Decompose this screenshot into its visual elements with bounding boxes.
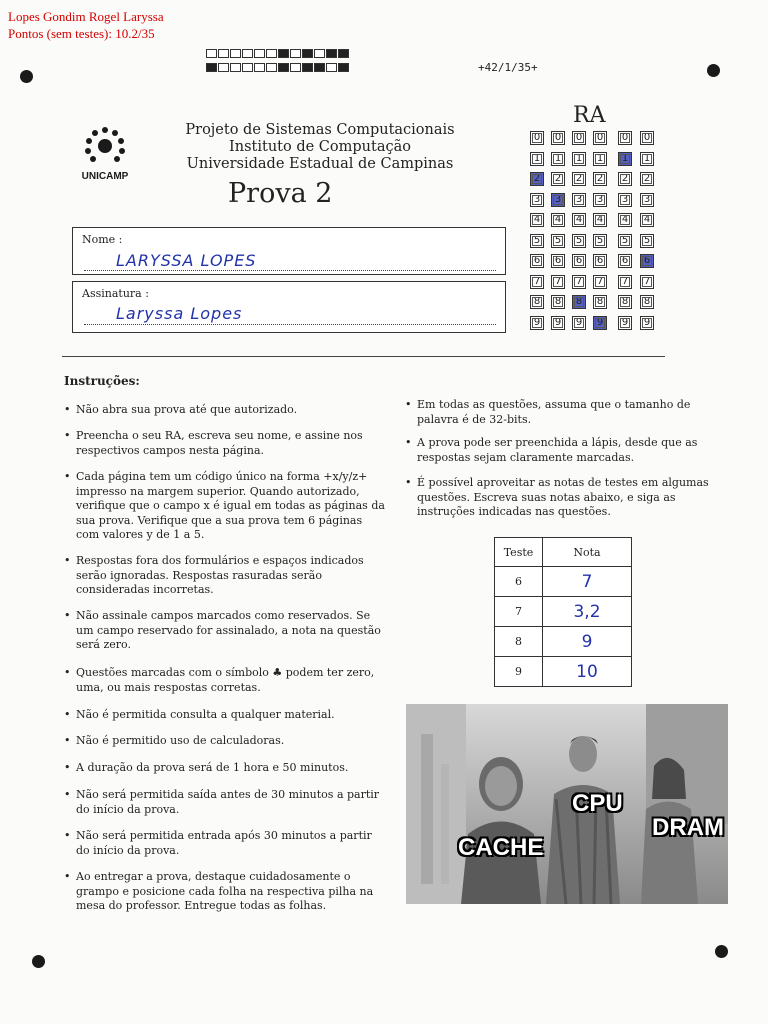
instruction-item: • A prova pode ser preenchida a lápis, desde que as respostas sejam claramente marcadas. — [417, 436, 717, 465]
ra-digit-checkbox[interactable]: 5 — [572, 234, 586, 248]
instruction-item: • Não será permitida entrada após 30 minutos a partir do início da prova. — [76, 829, 386, 858]
ra-digit-checkbox[interactable]: 6 — [640, 254, 654, 268]
nome-handwritten: LARYSSA LOPES — [116, 251, 257, 270]
ra-title: RA — [573, 103, 606, 128]
instruction-item: • Não será permitida saída antes de 30 minutos a partir do início da prova. — [76, 788, 386, 817]
ra-digit-checkbox[interactable]: 7 — [530, 275, 544, 289]
nota-cell[interactable]: 7 — [543, 567, 632, 597]
ra-digit-checkbox[interactable]: 2 — [572, 172, 586, 186]
teste-cell: 7 — [495, 597, 543, 627]
exam-title: Prova 2 — [228, 178, 333, 209]
ra-digit-checkbox[interactable]: 0 — [530, 131, 544, 145]
registration-mark — [32, 955, 45, 968]
ra-digit-checkbox[interactable]: 8 — [572, 295, 586, 309]
ra-digit-checkbox[interactable]: 6 — [530, 254, 544, 268]
instruction-item: • A duração da prova será de 1 hora e 50 minutos. — [76, 761, 386, 776]
ra-digit-checkbox[interactable]: 6 — [572, 254, 586, 268]
ra-digit-checkbox[interactable]: 2 — [593, 172, 607, 186]
teste-cell: 9 — [495, 657, 543, 687]
registration-mark — [20, 70, 33, 83]
logo-text: UNICAMP — [81, 171, 129, 182]
ra-digit-checkbox[interactable]: 6 — [618, 254, 632, 268]
ra-digit-checkbox[interactable]: 2 — [618, 172, 632, 186]
ra-digit-checkbox[interactable]: 0 — [572, 131, 586, 145]
table-header: Teste — [495, 538, 543, 567]
nome-label: Nome : — [82, 233, 123, 246]
instruction-item: • É possível aproveitar as notas de testes em algumas questões. Escreva suas notas abaixo, e siga as instruções indicadas nas questões. — [417, 476, 717, 520]
instruction-item: • Não assinale campos marcados como reservados. Se um campo reservado for assinalado, a nota na questão será zero. — [76, 609, 386, 653]
ra-digit-checkbox[interactable]: 6 — [593, 254, 607, 268]
ra-digit-checkbox[interactable]: 2 — [530, 172, 544, 186]
ra-digit-checkbox[interactable]: 7 — [640, 275, 654, 289]
ra-digit-checkbox[interactable]: 5 — [640, 234, 654, 248]
assinatura-line — [84, 324, 496, 325]
ra-digit-checkbox[interactable]: 2 — [640, 172, 654, 186]
table-header: Nota — [543, 538, 632, 567]
ra-digit-checkbox[interactable]: 9 — [530, 316, 544, 330]
teste-cell: 6 — [495, 567, 543, 597]
ra-digit-checkbox[interactable]: 9 — [618, 316, 632, 330]
ra-digit-checkbox[interactable]: 7 — [572, 275, 586, 289]
instruction-item: • Não abra sua prova até que autorizado. — [76, 403, 386, 418]
nota-cell[interactable]: 10 — [543, 657, 632, 687]
course-name: Projeto de Sistemas Computacionais — [185, 122, 455, 138]
divider — [62, 356, 665, 357]
institute-name: Instituto de Computação — [229, 139, 411, 155]
instruction-item: • Em todas as questões, assuma que o tamanho de palavra é de 32-bits. — [417, 398, 717, 427]
meme-label-cache: CACHE — [458, 834, 544, 861]
ra-digit-checkbox[interactable]: 5 — [593, 234, 607, 248]
ra-digit-checkbox[interactable]: 7 — [593, 275, 607, 289]
ra-digit-checkbox[interactable]: 3 — [572, 193, 586, 207]
instruction-item: • Questões marcadas com o símbolo ♣ podem ter zero, uma, ou mais respostas corretas. — [76, 666, 386, 695]
instruction-item: • Não é permitida consulta a qualquer material. — [76, 708, 386, 723]
ra-digit-checkbox[interactable]: 8 — [593, 295, 607, 309]
ra-digit-checkbox[interactable]: 8 — [530, 295, 544, 309]
meme-label-cpu: CPU — [572, 790, 623, 817]
ra-digit-checkbox[interactable]: 3 — [530, 193, 544, 207]
barcode-bottom — [206, 63, 350, 72]
distracted-boyfriend-meme — [406, 704, 728, 904]
ra-digit-checkbox[interactable]: 5 — [530, 234, 544, 248]
ra-digit-checkbox[interactable]: 4 — [618, 213, 632, 227]
ra-digit-checkbox[interactable]: 1 — [572, 152, 586, 166]
ra-digit-checkbox[interactable]: 0 — [551, 131, 565, 145]
ra-digit-checkbox[interactable]: 2 — [551, 172, 565, 186]
assinatura-label: Assinatura : — [82, 287, 149, 300]
ra-digit-checkbox[interactable]: 7 — [551, 275, 565, 289]
nota-cell[interactable]: 9 — [543, 627, 632, 657]
ra-digit-checkbox[interactable]: 5 — [618, 234, 632, 248]
ra-digit-checkbox[interactable]: 1 — [593, 152, 607, 166]
ra-digit-checkbox[interactable]: 0 — [593, 131, 607, 145]
ra-digit-checkbox[interactable]: 3 — [593, 193, 607, 207]
ra-digit-checkbox[interactable]: 9 — [551, 316, 565, 330]
ra-digit-checkbox[interactable]: 3 — [618, 193, 632, 207]
assinatura-handwritten: Laryssa Lopes — [116, 304, 243, 323]
ra-digit-checkbox[interactable]: 3 — [640, 193, 654, 207]
instructions-title: Instruções: — [64, 374, 140, 388]
ra-digit-checkbox[interactable]: 4 — [530, 213, 544, 227]
ra-digit-checkbox[interactable]: 3 — [551, 193, 565, 207]
ra-digit-checkbox[interactable]: 1 — [618, 152, 632, 166]
instruction-item: • Preencha o seu RA, escreva seu nome, e assine nos respectivos campos nesta página. — [76, 429, 386, 458]
meme-label-dram: DRAM — [652, 814, 724, 841]
unicamp-logo — [70, 122, 140, 182]
ra-digit-checkbox[interactable]: 0 — [640, 131, 654, 145]
teste-cell: 8 — [495, 627, 543, 657]
instruction-item: • Respostas fora dos formulários e espaços indicados serão ignoradas. Respostas rasuradas serão consideradas incorretas. — [76, 554, 386, 598]
ra-digit-checkbox[interactable]: 8 — [551, 295, 565, 309]
ra-digit-checkbox[interactable]: 8 — [618, 295, 632, 309]
page-code: +42/1/35+ — [478, 61, 538, 74]
ra-digit-checkbox[interactable]: 4 — [640, 213, 654, 227]
barcode-top — [206, 49, 350, 58]
ra-digit-checkbox[interactable]: 1 — [640, 152, 654, 166]
ra-digit-checkbox[interactable]: 0 — [618, 131, 632, 145]
ra-digit-checkbox[interactable]: 4 — [593, 213, 607, 227]
ra-digit-checkbox[interactable]: 9 — [640, 316, 654, 330]
table-row — [495, 597, 632, 627]
notas-table — [494, 537, 632, 687]
ra-digit-checkbox[interactable]: 4 — [551, 213, 565, 227]
ra-digit-checkbox[interactable]: 5 — [551, 234, 565, 248]
student-name-annotation: Lopes Gondim Rogel Laryssa — [8, 9, 164, 24]
ra-digit-checkbox[interactable]: 4 — [572, 213, 586, 227]
ra-digit-checkbox[interactable]: 9 — [572, 316, 586, 330]
table-row — [495, 567, 632, 597]
exam-header — [150, 122, 490, 173]
nota-cell[interactable]: 3,2 — [543, 597, 632, 627]
score-annotation: Pontos (sem testes): 10.2/35 — [8, 26, 155, 41]
nome-line — [84, 270, 496, 271]
instruction-item: • Não é permitido uso de calculadoras. — [76, 734, 386, 749]
instruction-item: • Cada página tem um código único na forma +x/y/z+ impresso na margem superior. Quando autorizado, verifique que o campo x é igual em todas as páginas da sua prova. Verifique que a sua prova tem 6 páginas com valores y de 1 a 5. — [76, 470, 386, 543]
ra-digit-checkbox[interactable]: 9 — [593, 316, 607, 330]
table-row — [495, 657, 632, 687]
instruction-item: • Ao entregar a prova, destaque cuidadosamente o grampo e posicione cada folha na respectiva pilha na mesa do professor. Entregue todas as folhas. — [76, 870, 386, 914]
ra-digit-checkbox[interactable]: 1 — [530, 152, 544, 166]
university-name: Universidade Estadual de Campinas — [186, 156, 454, 172]
registration-mark — [715, 945, 728, 958]
ra-digit-checkbox[interactable]: 1 — [551, 152, 565, 166]
table-row — [495, 627, 632, 657]
ra-digit-checkbox[interactable]: 6 — [551, 254, 565, 268]
ra-digit-checkbox[interactable]: 8 — [640, 295, 654, 309]
ra-digit-checkbox[interactable]: 7 — [618, 275, 632, 289]
registration-mark — [707, 64, 720, 77]
